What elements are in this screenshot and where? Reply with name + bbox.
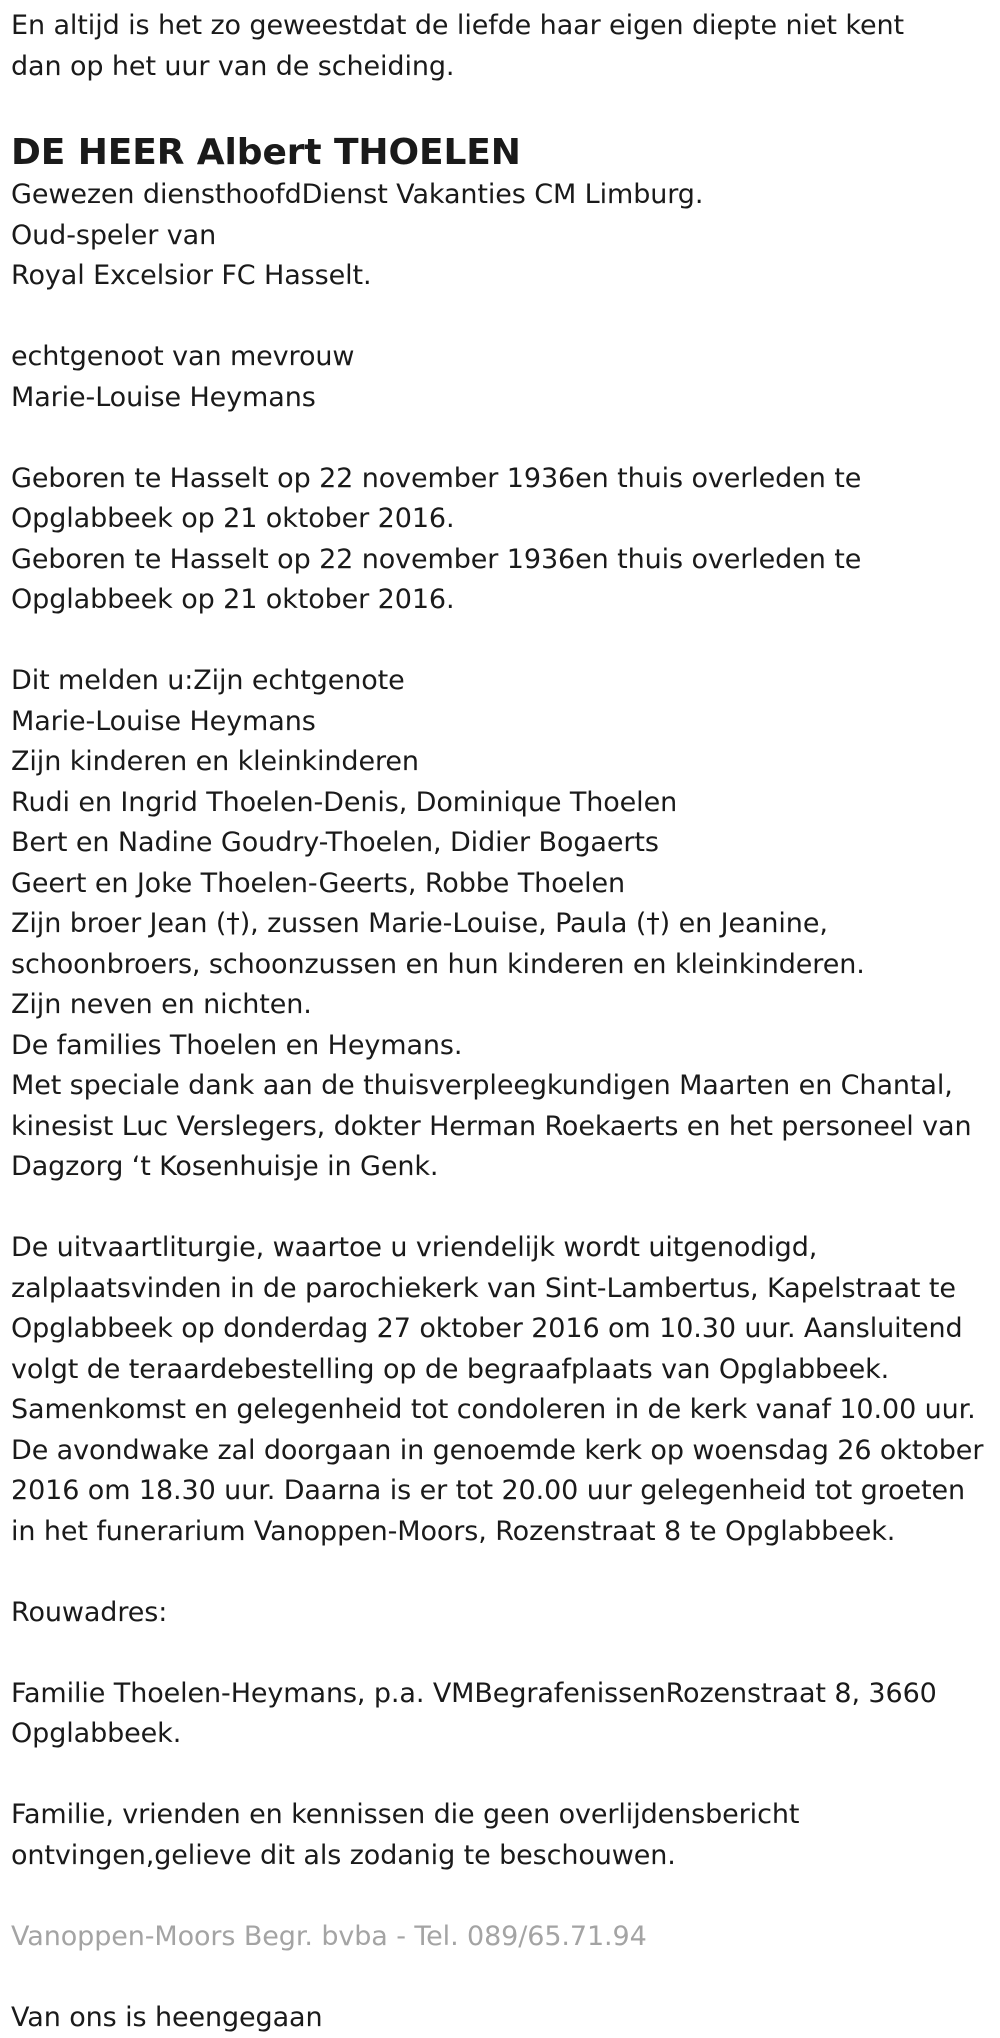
function-line: Royal Excelsior FC Hasselt. [11,256,991,297]
spacer [11,1633,991,1674]
notice-line: Familie, vrienden en kennissen die geen overlijdensbericht [11,1795,991,1836]
notice-section [11,1795,991,1876]
ceremony-line: De avondwake zal doorgaan in genoemde kerk op woensdag 26 oktober [11,1431,991,1472]
funeral-home-footer: Vanoppen-Moors Begr. bvba - Tel. 089/65.71.94 [11,1917,991,1958]
family-line: schoonbroers, schoonzussen en hun kinderen en kleinkinderen. [11,945,991,986]
spouse-line: Marie-Louise Heymans [11,378,991,419]
deceased-name-title: DE HEER Albert THOELEN [11,131,991,175]
birth-death-section [11,459,991,621]
birth-death-line: Geboren te Hasselt op 22 november 1936en thuis overleden te [11,540,991,581]
family-line: Dit melden u:Zijn echtgenote [11,661,991,702]
birth-death-line: Opglabbeek op 21 oktober 2016. [11,499,991,540]
family-line: Zijn neven en nichten. [11,985,991,1026]
spacer [11,1876,991,1917]
family-line: Marie-Louise Heymans [11,702,991,743]
family-line: De families Thoelen en Heymans. [11,1026,991,1067]
ceremony-line: zalplaatsvinden in de parochiekerk van Sint-Lambertus, Kapelstraat te [11,1269,991,1310]
birth-death-line: Geboren te Hasselt op 22 november 1936en thuis overleden te [11,459,991,500]
rouwadres-label: Rouwadres: [11,1593,991,1634]
rouwadres-line: Opglabbeek. [11,1714,991,1755]
spacer [11,621,991,662]
family-line: Geert en Joke Thoelen-Geerts, Robbe Thoelen [11,864,991,905]
rouwadres-line: Familie Thoelen-Heymans, p.a. VMBegrafenissenRozenstraat 8, 3660 [11,1674,991,1715]
family-line: Zijn kinderen en kleinkinderen [11,742,991,783]
spacer [11,87,991,131]
spacer [11,418,991,459]
family-line: Bert en Nadine Goudry-Thoelen, Didier Bogaerts [11,823,991,864]
intro-line: En altijd is het zo geweestdat de liefde haar eigen diepte niet kent [11,6,991,47]
family-line: kinesist Luc Verslegers, dokter Herman Roekaerts en het personeel van [11,1107,991,1148]
family-line: Zijn broer Jean (†), zussen Marie-Louise, Paula (†) en Jeanine, [11,904,991,945]
family-line: Met speciale dank aan de thuisverpleegkundigen Maarten en Chantal, [11,1066,991,1107]
rouwadres-section [11,1674,991,1755]
notice-line: ontvingen,gelieve dit als zodanig te beschouwen. [11,1836,991,1877]
closing-line: Van ons is heengegaan [11,1998,991,2038]
function-line: Oud-speler van [11,216,991,257]
spouse-section [11,337,991,418]
function-section [11,175,991,297]
ceremony-line: Samenkomst en gelegenheid tot condoleren in de kerk vanaf 10.00 uur. [11,1390,991,1431]
ceremony-line: Opglabbeek op donderdag 27 oktober 2016 om 10.30 uur. Aansluitend [11,1309,991,1350]
obituary-document [11,6,991,2038]
intro-line: dan op het uur van de scheiding. [11,47,991,88]
ceremony-section [11,1228,991,1552]
ceremony-line: volgt de teraardebestelling op de begraafplaats van Opglabbeek. [11,1350,991,1391]
intro-quote [11,6,991,87]
family-line: Rudi en Ingrid Thoelen-Denis, Dominique Thoelen [11,783,991,824]
spacer [11,1552,991,1593]
spacer [11,1188,991,1229]
function-line: Gewezen diensthoofdDienst Vakanties CM Limburg. [11,175,991,216]
spacer [11,1957,991,1998]
family-line: Dagzorg ‘t Kosenhuisje in Genk. [11,1147,991,1188]
ceremony-line: 2016 om 18.30 uur. Daarna is er tot 20.00 uur gelegenheid tot groeten [11,1471,991,1512]
spouse-line: echtgenoot van mevrouw [11,337,991,378]
ceremony-line: in het funerarium Vanoppen-Moors, Rozenstraat 8 te Opglabbeek. [11,1512,991,1553]
birth-death-line: Opglabbeek op 21 oktober 2016. [11,580,991,621]
spacer [11,1755,991,1796]
family-section [11,661,991,1188]
spacer [11,297,991,338]
ceremony-line: De uitvaartliturgie, waartoe u vriendelijk wordt uitgenodigd, [11,1228,991,1269]
